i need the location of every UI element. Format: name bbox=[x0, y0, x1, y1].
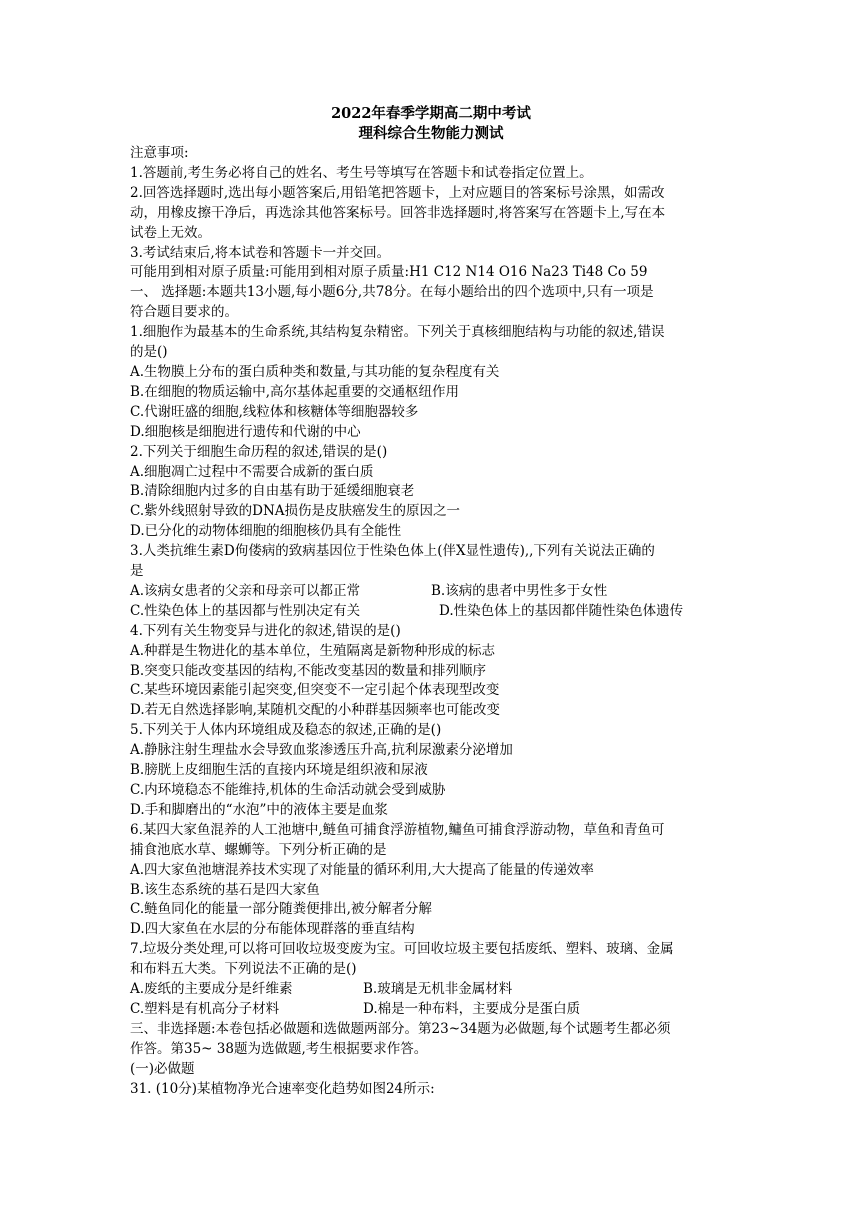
q7-option-c: C.塑料是有机高分子材料 bbox=[130, 1000, 280, 1017]
q1-option-a: A.生物膜上分布的蛋白质种类和数量,与其功能的复杂程度有关 bbox=[130, 363, 500, 380]
note-item: 动，用橡皮擦干净后，再选涂其他答案标号。回答非选择题时,将答案写在答题卡上,写在本 bbox=[130, 204, 666, 221]
q6-option-c: C.鲢鱼同化的能量一部分随粪便排出,被分解者分解 bbox=[130, 901, 432, 918]
question-3-stem-cont: 是 bbox=[130, 563, 144, 580]
notes-heading: 注意事项: bbox=[130, 145, 189, 161]
note-item: 2.回答选择题时,选出每小题答案后,用铅笔把答题卡，上对应题目的答案标号涂黑，如需改 bbox=[130, 184, 665, 201]
exam-page bbox=[130, 104, 732, 1100]
question-31-stem: 31. (10分)某植物净光合速率变化趋势如图24所示: bbox=[130, 1080, 435, 1097]
q2-option-b: B.清除细胞内过多的自由基有助于延缓细胞衰老 bbox=[130, 483, 415, 500]
q4-option-c: C.某些环境因素能引起突变,但突变不一定引起个体表现型改变 bbox=[130, 682, 500, 699]
q6-option-d: D.四大家鱼在水层的分布能体现群落的垂直结构 bbox=[130, 921, 415, 938]
question-1-stem: 1.细胞作为最基本的生命系统,其结构复杂精密。下列关于真核细胞结构与功能的叙述,错误 bbox=[130, 324, 665, 341]
q2-option-d: D.已分化的动物体细胞的细胞核仍具有全能性 bbox=[130, 523, 402, 540]
q3-option-a: A.该病女患者的父亲和母亲可以都正常 bbox=[130, 582, 361, 599]
question-3-stem: 3.人类抗维生素D佝偻病的致病基因位于性染色体上(伴X显性遗传),,下列有关说法正确的 bbox=[130, 543, 655, 560]
q1-option-b: B.在细胞的物质运输中,高尔基体起重要的交通枢纽作用 bbox=[130, 383, 460, 400]
exam-subtitle: 理科综合生物能力测试 bbox=[358, 125, 504, 142]
note-item: 3.考试结束后,将本试卷和答题卡一并交回。 bbox=[130, 244, 391, 261]
note-item: 试卷上无效。 bbox=[130, 224, 211, 241]
question-7-stem-cont: 和布料五大类。下列说法不正确的是() bbox=[130, 961, 357, 978]
section3-heading: 三、非选择题:本卷包括必做题和选做题两部分。第23~34题为必做题,每个试题考生都必须 bbox=[130, 1020, 671, 1037]
question-6-stem: 6.某四大家鱼混养的人工池塘中,鲢鱼可捕食浮游植物,鳙鱼可捕食浮游动物，草鱼和青鱼可 bbox=[130, 821, 665, 838]
q4-option-d: D.若无自然选择影响,某随机交配的小种群基因频率也可能改变 bbox=[130, 702, 500, 719]
q5-option-b: B.膀胱上皮细胞生活的直接内环境是组织液和尿液 bbox=[130, 762, 428, 779]
q3-options-ab bbox=[130, 582, 732, 602]
q5-option-d: D.手和脚磨出的“水泡”中的液体主要是血浆 bbox=[130, 801, 388, 818]
q7-options-cd bbox=[130, 1000, 732, 1020]
q5-option-a: A.静脉注射生理盐水会导致血浆渗透压升高,抗利尿激素分泌增加 bbox=[130, 742, 513, 759]
atomic-mass-note: 可能用到相对原子质量:可能用到相对原子质量:H1 C12 N14 O16 Na23 Ti48 Co 59 bbox=[130, 264, 648, 281]
q2-option-a: A.细胞凋亡过程中不需要合成新的蛋白质 bbox=[130, 463, 374, 480]
q2-option-c: C.紫外线照射导致的DNA损伤是皮肤癌发生的原因之一 bbox=[130, 503, 461, 520]
question-2-stem: 2.下列关于细胞生命历程的叙述,错误的是() bbox=[130, 443, 388, 460]
q4-option-a: A.种群是生物进化的基本单位，生殖隔离是新物种形成的标志 bbox=[130, 642, 496, 659]
q7-option-b: B.玻璃是无机非金属材料 bbox=[363, 981, 513, 998]
q3-option-d: D.性染色体上的基因都伴随性染色体遗传 bbox=[439, 602, 684, 619]
q1-option-c: C.代谢旺盛的细胞,线粒体和核糖体等细胞器较多 bbox=[130, 403, 419, 420]
q3-option-b: B.该病的患者中男性多于女性 bbox=[431, 582, 608, 599]
q7-option-d: D.棉是一种布料，主要成分是蛋白质 bbox=[363, 1000, 581, 1017]
question-6-stem-cont: 捕食池底水草、螺蛳等。下列分析正确的是 bbox=[130, 841, 387, 858]
question-4-stem: 4.下列有关生物变异与进化的叙述,错误的是() bbox=[130, 622, 401, 639]
q3-options-cd bbox=[130, 602, 732, 622]
q5-option-c: C.内环境稳态不能维持,机体的生命活动就会受到威胁 bbox=[130, 782, 446, 798]
q1-option-d: D.细胞核是细胞进行遗传和代谢的中心 bbox=[130, 423, 361, 440]
required-questions-label: (一)必做题 bbox=[130, 1060, 195, 1077]
q3-option-c: C.性染色体上的基因都与性别决定有关 bbox=[130, 602, 361, 619]
section3-heading-cont: 作答。第35~ 38题为选做题,考生根据要求作答。 bbox=[130, 1040, 428, 1057]
exam-title: 2022年春季学期高二期中考试 bbox=[331, 105, 531, 122]
note-item: 1.答题前,考生务必将自己的姓名、考生号等填写在答题卡和试卷指定位置上。 bbox=[130, 164, 593, 181]
q6-option-b: B.该生态系统的基石是四大家鱼 bbox=[130, 881, 320, 898]
section1-heading-cont: 符合题目要求的。 bbox=[130, 304, 238, 321]
section1-heading: 一、 选择题:本题共13小题,每小题6分,共78分。在每小题给出的四个选项中,只有一项是 bbox=[130, 284, 654, 301]
q4-option-b: B.突变只能改变基因的结构,不能改变基因的数量和排列顺序 bbox=[130, 662, 487, 679]
question-7-stem: 7.垃圾分类处理,可以将可回收垃圾变废为宝。可回收垃圾主要包括废纸、塑料、玻璃、金属 bbox=[130, 941, 674, 958]
q6-option-a: A.四大家鱼池塘混养技术实现了对能量的循环利用,大大提高了能量的传递效率 bbox=[130, 861, 594, 878]
question-5-stem: 5.下列关于人体内环境组成及稳态的叙述,正确的是() bbox=[130, 722, 442, 739]
question-1-stem-cont: 的是() bbox=[130, 344, 168, 361]
q7-option-a: A.废纸的主要成分是纤维素 bbox=[130, 981, 293, 998]
q7-options-ab bbox=[130, 980, 732, 1000]
